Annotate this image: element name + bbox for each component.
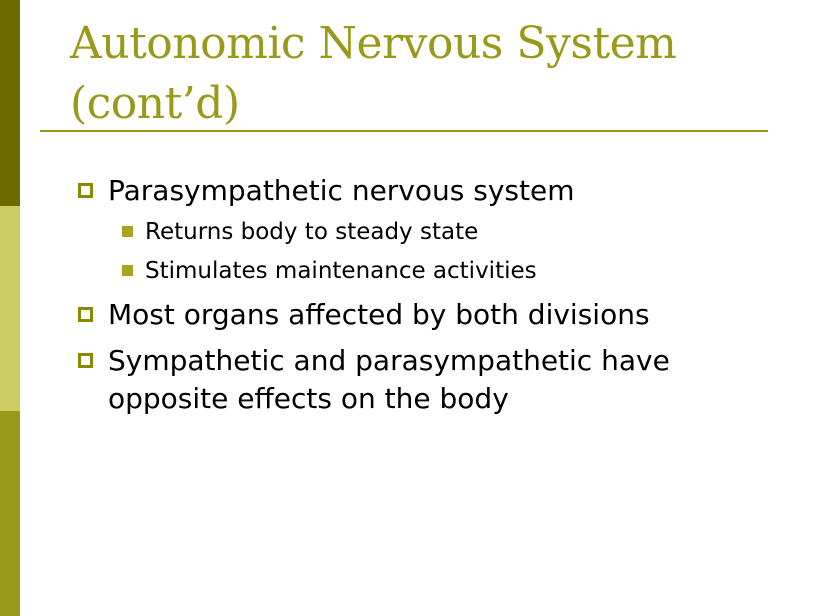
bullet-text: Parasympathetic nervous system bbox=[108, 174, 575, 207]
filled-square-bullet-icon bbox=[122, 226, 133, 237]
bullet-text: Sympathetic and parasympathetic have opposite effects on the body bbox=[108, 344, 670, 415]
hollow-square-bullet-icon bbox=[78, 183, 93, 198]
hollow-square-bullet-icon bbox=[78, 307, 93, 322]
sub-bullet-text: Stimulates maintenance activities bbox=[145, 258, 537, 284]
sub-bullet-text: Returns body to steady state bbox=[145, 219, 479, 245]
slide-title: Autonomic Nervous System (cont’d) bbox=[70, 18, 677, 129]
hollow-square-bullet-icon bbox=[78, 353, 93, 368]
filled-square-bullet-icon bbox=[122, 265, 133, 276]
bullet-text: Most organs affected by both divisions bbox=[108, 298, 650, 331]
